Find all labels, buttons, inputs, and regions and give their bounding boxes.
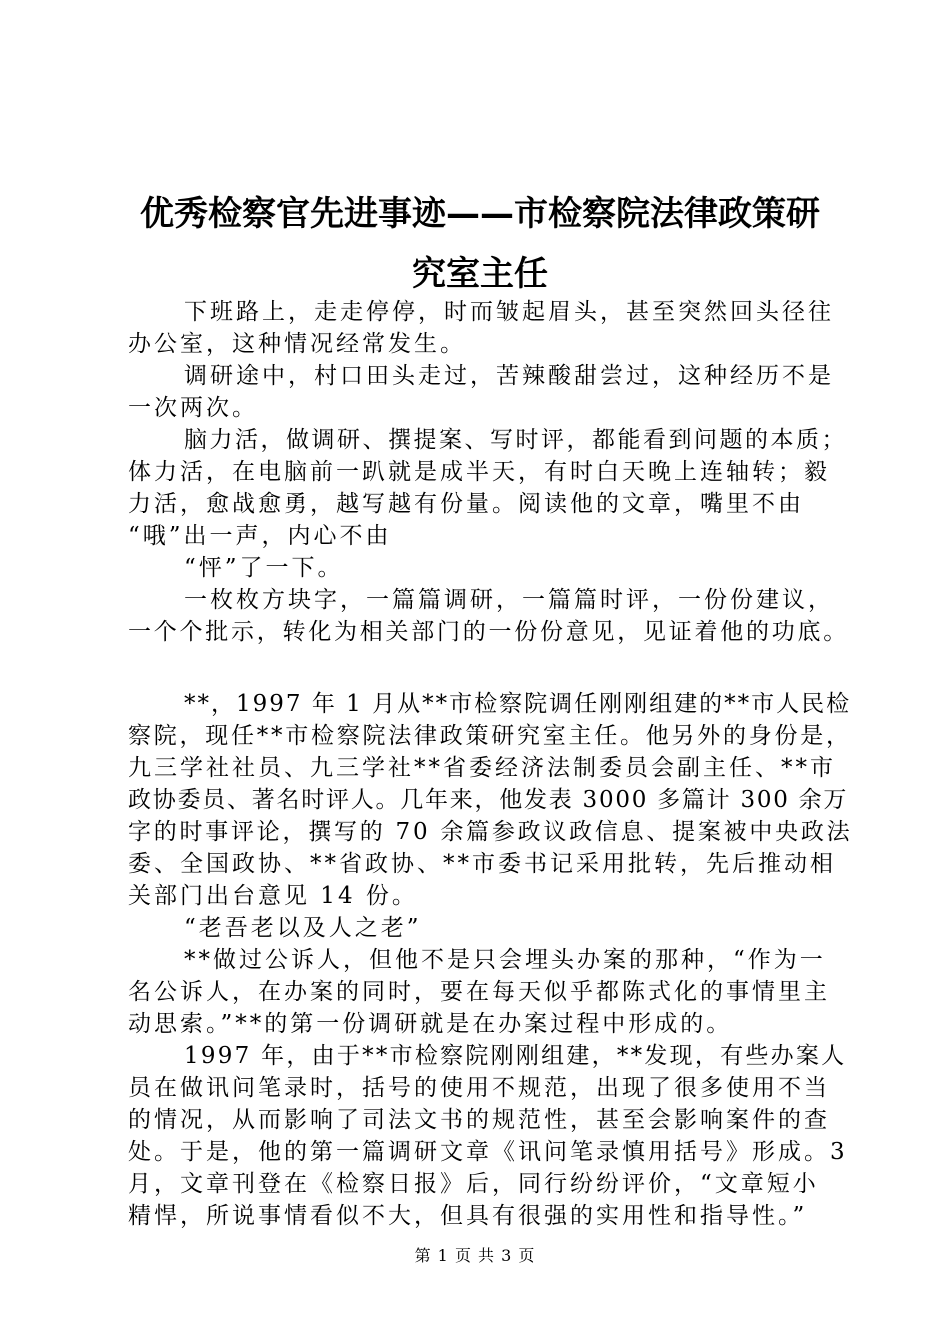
- paragraph-line: 委、全国政协、**省政协、**市委书记采用批转，先后推动相: [128, 851, 836, 877]
- paragraph-line: 体力活，在电脑前一趴就是成半天，有时白天晚上连轴转；毅: [128, 459, 830, 485]
- paragraph-line: 脑力活，做调研、撰提案、写时评，都能看到问题的本质；: [184, 427, 847, 453]
- paragraph-line: 一次两次。: [128, 395, 258, 421]
- paragraph-line: “怦”了一下。: [184, 555, 344, 581]
- paragraph-line: 的情况，从而影响了司法文书的规范性，甚至会影响案件的查: [128, 1107, 830, 1133]
- paragraph-line: 动思索。”**的第一份调研就是在办案过程中形成的。: [128, 1011, 733, 1037]
- paragraph-line: 办公室，这种情况经常发生。: [128, 331, 466, 357]
- paragraph-line: 1997 年，由于**市检察院刚刚组建，**发现，有些办案人: [184, 1043, 847, 1069]
- paragraph-line: 员在做讯问笔录时，括号的使用不规范，出现了很多使用不当: [128, 1075, 830, 1101]
- paragraph-line: **，1997 年 1 月从**市检察院调任刚刚组建的**市人民检: [184, 691, 852, 717]
- paragraph-line: 一枚枚方块字，一篇篇调研，一篇篇时评，一份份建议，: [184, 587, 834, 613]
- paragraph-line: 名公诉人，在办案的同时，要在每天似乎都陈式化的事情里主: [128, 979, 830, 1005]
- paragraph-line: 力活，愈战愈勇，越写越有份量。阅读他的文章，嘴里不由: [128, 491, 804, 517]
- paragraph-line: 下班路上，走走停停，时而皱起眉头，甚至突然回头径往: [184, 299, 834, 325]
- document-title-line-1: 优秀检察官先进事迹——市检察院法律政策研: [140, 194, 820, 234]
- paragraph-line: 字的时事评论，撰写的 70 余篇参政议政信息、提案被中央政法: [128, 819, 853, 845]
- paragraph-line: 月，文章刊登在《检察日报》后，同行纷纷评价，“文章短小: [128, 1171, 819, 1197]
- paragraph-gap: [128, 648, 852, 688]
- paragraph-line: 察院，现任**市检察院法律政策研究室主任。他另外的身份是，: [128, 723, 852, 749]
- section-heading: “老吾老以及人之老”: [184, 915, 422, 941]
- document-body: [128, 296, 852, 1232]
- paragraph-line: 九三学社社员、九三学社**省委经济法制委员会副主任、**市: [128, 755, 836, 781]
- paragraph-line: 关部门出台意见 14 份。: [128, 883, 418, 909]
- paragraph-line: **做过公诉人，但他不是只会埋头办案的那种，“作为一: [184, 947, 826, 973]
- paragraph-line: 政协委员、著名时评人。几年来，他发表 3000 多篇计 300 余万: [128, 787, 849, 813]
- page-footer: 第 1 页 共 3 页: [414, 1246, 536, 1265]
- paragraph-line: 处。于是，他的第一篇调研文章《讯问笔录慎用括号》形成。3: [128, 1139, 848, 1165]
- paragraph-line: 一个个批示，转化为相关部门的一份份意见，见证着他的功底。: [128, 619, 849, 645]
- document-title-line-2: 究室主任: [412, 254, 548, 294]
- paragraph-line: 精悍，所说事情看似不大，但具有很强的实用性和指导性。”: [128, 1203, 808, 1229]
- paragraph-line: 调研途中，村口田头走过，苦辣酸甜尝过，这种经历不是: [184, 363, 834, 389]
- paragraph-line: “哦”出一声，内心不由: [128, 523, 392, 549]
